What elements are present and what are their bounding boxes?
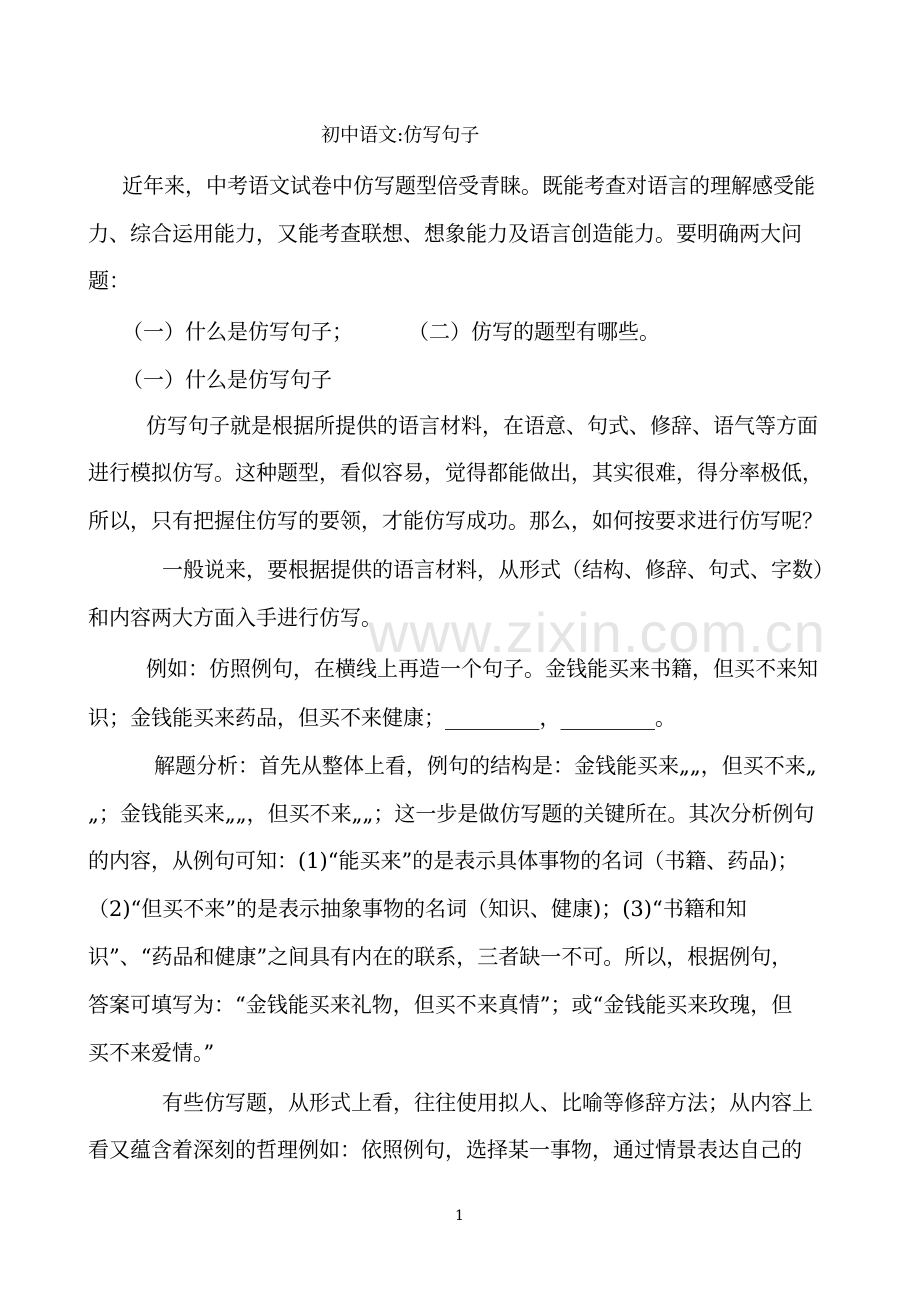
paragraph-line: 看又蕴含着深刻的哲理例如：依照例句，选择某一事物，通过情景表达自己的 [88, 1138, 802, 1162]
paragraph-line: 有些仿写题，从形式上看，往往使用拟人、比喻等修辞方法；从内容上 [162, 1091, 813, 1115]
paragraph-line: 所以，只有把握住仿写的要领，才能仿写成功。那么，如何按要求进行仿写呢？ [88, 509, 823, 533]
paragraph-line: 识；金钱能买来药品，但买不来健康；_________，_________。 [88, 706, 676, 730]
paragraph-line: （2)“但买不来”的是表示抽象事物的名词（知识、健康)；(3)“书籍和知 [88, 897, 747, 921]
paragraph-line: 的内容，从例句可知：(1)“能买来”的是表示具体事物的名词（书籍、药品)； [88, 849, 799, 873]
paragraph-line: 进行模拟仿写。这种题型，看似容易，觉得都能做出，其实很难，得分率极低， [88, 461, 823, 485]
paragraph-line: 一般说来，要根据提供的语言材料，从形式（结构、修辞、句式、字数） [162, 558, 834, 582]
paragraph-line: 答案可填写为：“金钱能买来礼物，但买不来真情”；或“金钱能买来玫瑰，但 [88, 993, 793, 1017]
section-item-2: （二）仿写的题型有哪些。 [408, 320, 660, 344]
paragraph-line: 题： [88, 269, 130, 293]
paragraph-line: 近年来，中考语文试卷中仿写题型倍受青睐。既能考查对语言的理解感受能 [122, 174, 815, 198]
paragraph-line: 识”、“药品和健康”之间具有内在的联系，三者缺一不可。所以，根据例句， [88, 945, 793, 969]
paragraph-line: „；金钱能买来„„，但买不来„„；这一步是做仿写题的关键所在。其次分析例句 [88, 802, 815, 826]
watermark: www.zixin.com.cn [368, 601, 826, 664]
paragraph-line: 力、综合运用能力，又能考查联想、想象能力及语言创造能力。要明确两大问 [88, 222, 802, 246]
section-item-1: （一）什么是仿写句子； [122, 320, 353, 344]
page-number: 1 [455, 1208, 464, 1224]
paragraph-line: 仿写句子就是根据所提供的语言材料，在语意、句式、修辞、语气等方面 [146, 414, 818, 438]
document-title: 初中语文:仿写句子 [321, 124, 480, 146]
paragraph-line: 例如：仿照例句，在横线上再造一个句子。金钱能买来书籍，但买不来知 [146, 657, 818, 681]
paragraph-line: 解题分析：首先从整体上看，例句的结构是：金钱能买来„„，但买不来„ [154, 754, 817, 778]
paragraph-line: 买不来爱情。” [88, 1041, 215, 1065]
paragraph-line: 和内容两大方面入手进行仿写。 [88, 606, 382, 630]
section-heading: （一）什么是仿写句子 [122, 368, 332, 392]
